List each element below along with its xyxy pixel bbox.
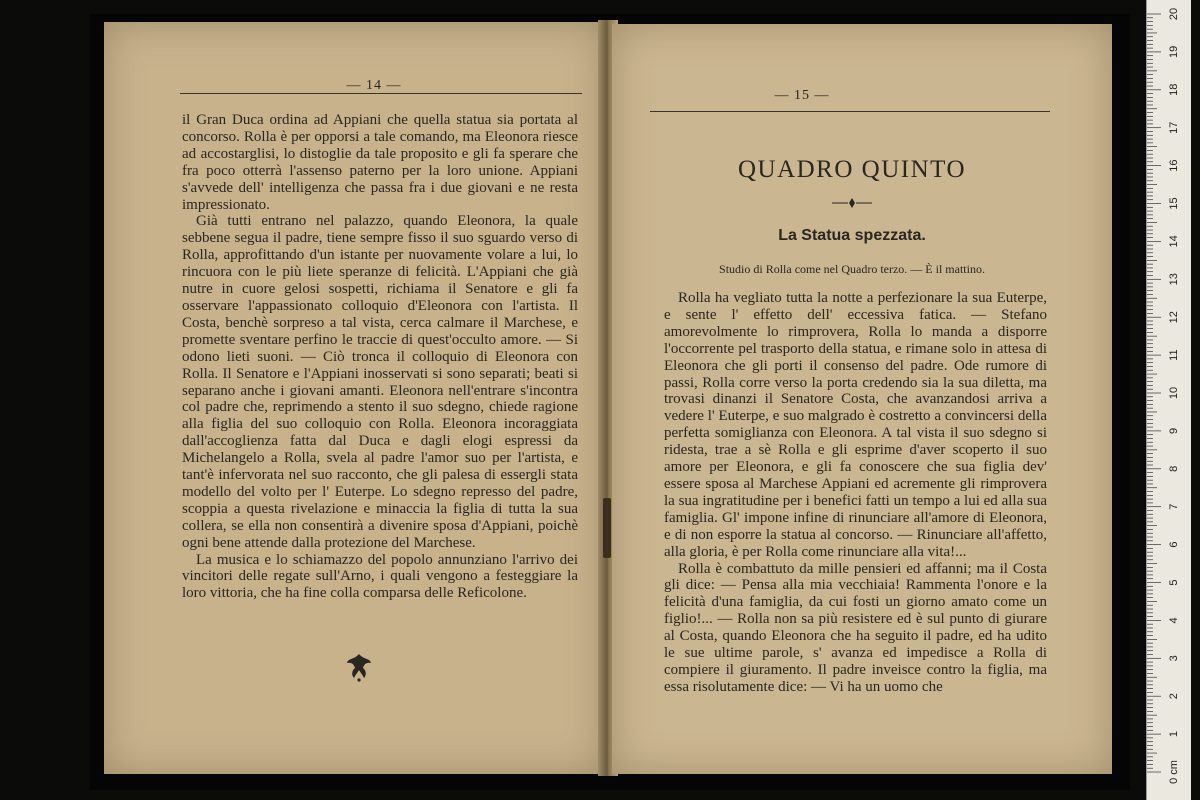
ruler-label: 8 bbox=[1168, 465, 1180, 472]
ruler-label: 18 bbox=[1168, 83, 1180, 96]
ruler-label: 19 bbox=[1168, 45, 1180, 59]
ruler-label: 15 bbox=[1168, 197, 1180, 210]
ruler-label: 16 bbox=[1168, 159, 1180, 172]
ruler-label: 4 bbox=[1168, 617, 1180, 624]
paragraph: Rolla è combattuto da mille pensieri ed affanni; ma il Costa gli dice: — Pensa alla mia vecchiaia! Rammenta l'onore e la felicità d'una famiglia, da cui fosti un giorno amato come un figlio!... — Rolla non sa più resistere ed è sul punto di giurare al Costa, quando Eleonora che ha seguito il padre, ed ha udito le sue ultime parole, s' avanza ed impedisce a Rolla di compiere il giuramento. Il padre inveisce contro la figlia, ma essa risolutamente dice: — Vi ha un uomo che bbox=[664, 560, 1047, 695]
paragraph: Già tutti entrano nel palazzo, quando Eleonora, la quale sebbene segua il padre, tiene sempre fisso il suo sguardo verso di Rolla, approfittando d'un istante per nuovamente volare a lui, lo rincuora con le più liete speranze di felicità. L'Appiani che già nutre in cuore gelosi sospetti, richiama il Senatore e gli fa osservare l'appassionato colloquio d'Eleonora con l'artista. Il Costa, benchè sorpreso a tal vista, cerca calmare il Marchese, e promette sventare perfino le traccie di quest'occulto amore. — Si odono lieti suoni. — Ciò tronca il colloquio di Eleonora con Rolla. Il Senatore e l'Appiani inosservati si sono separati; beati si separano anche i giovani amanti. Eleonora nell'entrare s'incontra col padre che, reprimendo a stento il suo sdegno, chiede ragione alla figlia del suo colloquio con Rolla. Eleonora incoraggiata dall'accoglienza fatta dal Duca e dagli elogi espressi da Michelangelo a Rolla, svela al padre l'amor suo per l'artista, e tant'è infervorata nel suo racconto, che gli palesa di essergli stata modello del volto per l' Euterpe. Lo sdegno represso del padre, scoppia a questa rivelazione e minaccia la figlia di tutta la sua collera, se ella non consentirà a divenire sposa d'Appiani, poichè ogni bene attende dalla protezione del Marchese. bbox=[182, 213, 578, 551]
ruler-label: 6 bbox=[1168, 541, 1180, 548]
ruler-label: 12 bbox=[1168, 311, 1180, 324]
ruler-label: 11 bbox=[1168, 349, 1180, 361]
ornament-divider-icon bbox=[830, 196, 874, 210]
stage-direction: Studio di Rolla come nel Quadro terzo. — È il mattino. bbox=[719, 262, 985, 276]
ruler-label: 5 bbox=[1168, 579, 1180, 586]
ruler-scale bbox=[1147, 0, 1191, 800]
section-subtitle: La Statua spezzata. bbox=[778, 227, 926, 244]
ruler-label: 17 bbox=[1168, 121, 1180, 134]
ruler-label: 20 bbox=[1168, 7, 1180, 21]
page-number: — 15 — bbox=[774, 88, 830, 103]
ruler-label: 7 bbox=[1168, 503, 1180, 510]
ruler-label: 1 bbox=[1168, 731, 1180, 738]
ruler-label: 0 cm bbox=[1168, 760, 1180, 784]
left-page bbox=[104, 22, 604, 774]
binding-stitch bbox=[603, 498, 611, 558]
header-rule bbox=[180, 93, 582, 94]
ruler-label: 9 bbox=[1168, 427, 1180, 434]
fleuron-icon bbox=[342, 650, 376, 682]
ruler-label: 14 bbox=[1168, 235, 1180, 248]
paragraph: Rolla ha vegliato tutta la notte a perfezionare la sua Euterpe, e sente l' effetto dell' eccessiva fatica. — Stefano amorevolmente lo rimprovera, Rolla lo manda a disporre l'occorrente pel trasporto della statua, e rimane solo in attesa di Eleonora che gli porti il consenso del padre. Ode rumore di passi, Rolla corre verso la porta credendo sia la sua diletta, ma trovasi dinanzi il Senatore Costa, che avanzandosi arriva a vedere l' Euterpe, e suo malgrado è costretto a convincersi della perfetta somiglianza con Eleonora. A tal vista il suo sdegno si ridesta, trae a sè Rolla e gli esprime d'aver scoperto il suo amore per Eleonora, e gli fa conoscere che sua figlia dev' essere sposa al Marchese Appiani ed acremente gli rimprovera la sua ingratitudine per i benefici fatti un tempo a lui ed alla sua famiglia. Gl' impone infine di rinunciare all'amore di Eleonora, e di non esporre la statua al concorso. — Rinunciare all'affetto, alla gloria, è per Rolla come rinunciare alla vita!... bbox=[664, 290, 1047, 560]
ruler-label: 2 bbox=[1168, 693, 1180, 700]
paragraph: La musica e lo schiamazzo del popolo annunziano l'arrivo dei vincitori delle regate sull'Arno, i quali vengono a festeggiare la loro vittoria, che ha fine colla comparsa delle Reficolone. bbox=[182, 551, 578, 602]
paragraph: il Gran Duca ordina ad Appiani che quella statua sia portata al concorso. Rolla è per opporsi a tale comando, ma Eleonora riesce ad accostarglisi, lo distoglie da tale proposito e gli fa sperare che fra poco otterrà l'assenso paterno per la loro unione. Appiani s'avvede dell' intelligenza che passa fra i due giovani e ne resta impressionato. bbox=[182, 112, 578, 213]
page-number: — 14 — bbox=[346, 78, 402, 93]
ruler-label: 3 bbox=[1168, 655, 1180, 662]
body-text bbox=[664, 290, 1047, 696]
right-page bbox=[612, 24, 1112, 774]
measurement-ruler bbox=[1146, 0, 1191, 800]
body-text bbox=[182, 112, 578, 602]
ruler-label: 10 bbox=[1168, 386, 1180, 400]
chapter-title: QUADRO QUINTO bbox=[737, 156, 967, 183]
ruler-label: 13 bbox=[1168, 273, 1180, 286]
header-rule bbox=[650, 111, 1050, 112]
